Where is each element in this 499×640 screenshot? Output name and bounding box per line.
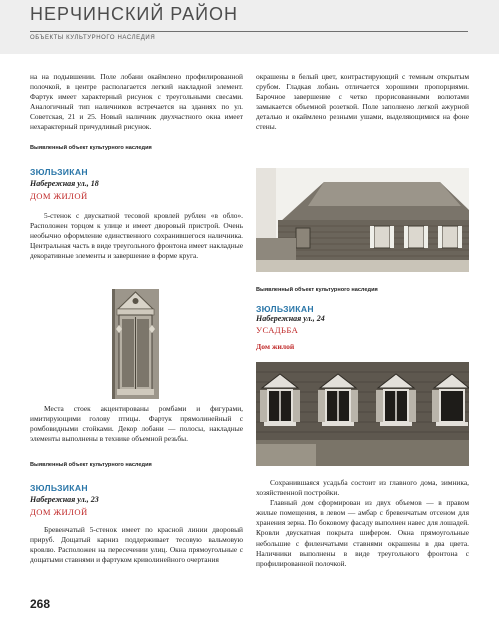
village-name: ЗЮЛЬЗИКАН <box>30 167 88 177</box>
paragraph: Бревенчатый 5-стенок имеет по красной линии дворовый прируб. Дощатый карниз поддерживает тесовую вальмовую кровлю. Расположен на пересечении улиц. Окна прямоугольные с дощатыми ставнями и фартуком криволинейного очертания <box>30 525 243 565</box>
photo-log-house <box>256 168 469 272</box>
photo-window-frame <box>112 289 159 399</box>
heritage-label: Выявленный объект культурного наследия <box>30 462 152 468</box>
paragraph: на на подывшении. Поле лобани окаймлено профилированной полочкой, в центре располагается легкий накладной элемент. Фартук имеет характерный рисунок с треугольными свесами. Аналогичный тип наличников встречается на зданиях по ул. Советская, 21 и 25. Новый наличник двухчастного окна имеет нехарактерный причудливый рисунок. <box>30 72 243 132</box>
object-type: УСАДЬБА <box>256 325 299 335</box>
village-name: ЗЮЛЬЗИКАН <box>30 483 88 493</box>
right-bottom-text <box>256 478 469 569</box>
street-address: Набережная ул., 23 <box>30 495 99 504</box>
object-subtype: Дом жилой <box>256 342 295 351</box>
photo-house-windows <box>256 362 469 466</box>
paragraph: окрашены в белый цвет, контрастирующий с темным открытым срубом. Гладкая лобань отличается хорошими пропорциями. Барочное завершение с четко прорисованными волютами замыкается объемной розеткой. Поле заполнено легкой ажурной деталью и окаймлено резными ушами, выделяющимися на фоне стены. <box>256 72 469 132</box>
left-intro-text <box>30 72 243 133</box>
object-type: ДОМ ЖИЛОЙ <box>30 191 88 201</box>
page-header-subtitle: ОБЪЕКТЫ КУЛЬТУРНОГО НАСЛЕДИЯ <box>30 35 156 41</box>
paragraph: Главный дом сформирован из двух объемов — в правом жилые помещения, в левом — амбар с бревенчатым отсеном для хранения зерна. По боковому фасаду выполнен навес для лошадей. Кровли двускатная покрыта шифером. Окна прямоугольные небольшие с филенчатыми ставнями окрашены в два цвета. Наличники выполнены в виде треугольного фронтона с профилированной полочкой. <box>256 498 469 568</box>
header-rule <box>30 31 468 32</box>
heritage-label: Выявленный объект культурного наследия <box>256 287 378 293</box>
object-type: ДОМ ЖИЛОЙ <box>30 507 88 517</box>
paragraph: 5-стенок с двускатной тесовой кровлей рублен «в обло». Расположен торцом к улице и имеет дворовый пристрой. Очень необычно оформление единственного сохранившегося наличника. Центральная часть в виде треугольного фронтона имеет накладные декоративные элементы и завершение в форме круга. <box>30 211 243 261</box>
heritage-label: Выявленный объект культурного наследия <box>30 145 152 151</box>
paragraph: Сохранившаяся усадьба состоит из главного дома, зимника, хозяйственной постройки. <box>256 478 469 498</box>
street-address: Набережная ул., 24 <box>256 314 325 323</box>
paragraph: Места стоек акцентированы ромбами и фигурами, имитирующими голову птицы. Фартук прямолинейный с ромбовидными стойками. Декор лобани — полосы, накладные элементы выполнены в технике объемной резьбы. <box>30 404 243 444</box>
village-name: ЗЮЛЬЗИКАН <box>256 304 314 314</box>
page-header-title: НЕРЧИНСКИЙ РАЙОН <box>30 4 239 24</box>
left-middle-text <box>30 404 243 444</box>
obj1-description <box>30 211 243 261</box>
page-number: 268 <box>30 597 51 611</box>
street-address: Набережная ул., 18 <box>30 179 99 188</box>
obj2-description <box>30 525 243 565</box>
right-intro-text <box>256 72 469 133</box>
